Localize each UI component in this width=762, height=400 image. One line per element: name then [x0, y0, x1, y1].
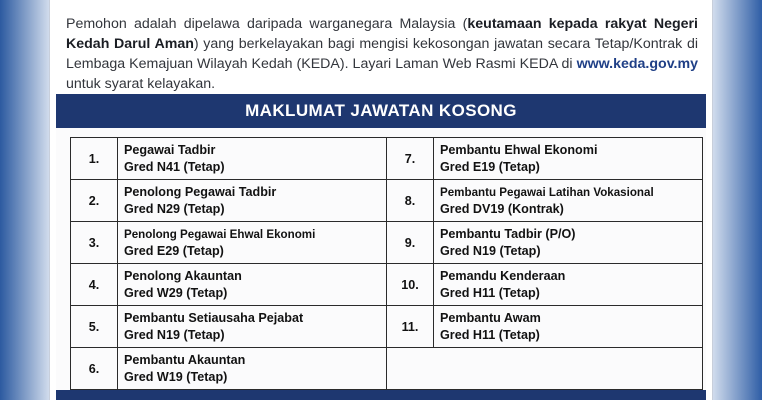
job-cell: [118, 264, 387, 306]
job-grade: Gred W19 (Tetap): [124, 369, 228, 384]
job-number: 7.: [387, 138, 434, 180]
intro-paragraph: [66, 14, 698, 94]
job-number: 11.: [387, 306, 434, 348]
section-header: [56, 94, 706, 128]
job-grade: Gred E29 (Tetap): [124, 243, 224, 258]
table-row: [71, 180, 703, 222]
vacancy-table: [70, 137, 703, 390]
job-cell: [118, 348, 387, 390]
job-grade: Gred N19 (Tetap): [124, 327, 225, 342]
job-grade: Gred DV19 (Kontrak): [440, 201, 564, 216]
job-cell: [118, 306, 387, 348]
job-grade: Gred H11 (Tetap): [440, 285, 540, 300]
job-title: Pembantu Ehwal Ekonomi: [440, 142, 598, 157]
job-title: Penolong Pegawai Ehwal Ekonomi: [124, 227, 316, 241]
job-cell: [118, 180, 387, 222]
job-number: 8.: [387, 180, 434, 222]
job-number: 4.: [71, 264, 118, 306]
job-number: 9.: [387, 222, 434, 264]
job-number: 6.: [71, 348, 118, 390]
job-cell: [118, 138, 387, 180]
job-grade: Gred N41 (Tetap): [124, 159, 225, 174]
job-title: Pegawai Tadbir: [124, 142, 216, 157]
job-title: Pemandu Kenderaan: [440, 268, 566, 283]
job-grade: Gred N19 (Tetap): [440, 243, 541, 258]
website-link[interactable]: www.keda.gov.my: [576, 56, 698, 72]
intro-text: Pemohon adalah dipelawa daripada warganegara Malaysia (: [66, 16, 468, 32]
job-number: 1.: [71, 138, 118, 180]
job-cell: [434, 306, 703, 348]
bottom-band: [56, 390, 706, 400]
table-row: [71, 306, 703, 348]
job-cell: [434, 222, 703, 264]
job-cell: [434, 138, 703, 180]
job-grade: Gred H11 (Tetap): [440, 327, 540, 342]
job-title: Penolong Pegawai Tadbir: [124, 184, 277, 199]
table-row: [71, 348, 703, 390]
job-title: Pembantu Setiausaha Pejabat: [124, 310, 304, 325]
job-title: Pembantu Akauntan: [124, 352, 246, 367]
job-cell: [434, 264, 703, 306]
job-number: 3.: [71, 222, 118, 264]
job-cell: [118, 222, 387, 264]
job-grade: Gred E19 (Tetap): [440, 159, 540, 174]
intro-text-continued: ) yang berkelayakan bagi mengisi kekosongan jawatan secara Tetap/Kontrak di Lembaga Kemajuan Wilayah Kedah (KEDA). Layari Laman Web Rasmi KEDA di: [66, 36, 698, 72]
job-grade: Gred W29 (Tetap): [124, 285, 228, 300]
table-row: [71, 138, 703, 180]
table-row: [71, 264, 703, 306]
job-grade: Gred N29 (Tetap): [124, 201, 225, 216]
table-row: [71, 222, 703, 264]
section-title: MAKLUMAT JAWATAN KOSONG: [245, 101, 517, 120]
job-title: Pembantu Awam: [440, 310, 541, 325]
job-number: 5.: [71, 306, 118, 348]
job-number: 10.: [387, 264, 434, 306]
job-title: Penolong Akauntan: [124, 268, 242, 283]
job-number: 2.: [71, 180, 118, 222]
job-cell: [434, 180, 703, 222]
job-title: Pembantu Pegawai Latihan Vokasional: [440, 185, 654, 199]
intro-priority-text: keutamaan kepada rakyat Negeri Kedah Darul Aman: [66, 16, 698, 52]
job-title: Pembantu Tadbir (P/O): [440, 226, 576, 241]
empty-cell: [387, 348, 703, 390]
intro-text-end: untuk syarat kelayakan.: [66, 76, 216, 92]
